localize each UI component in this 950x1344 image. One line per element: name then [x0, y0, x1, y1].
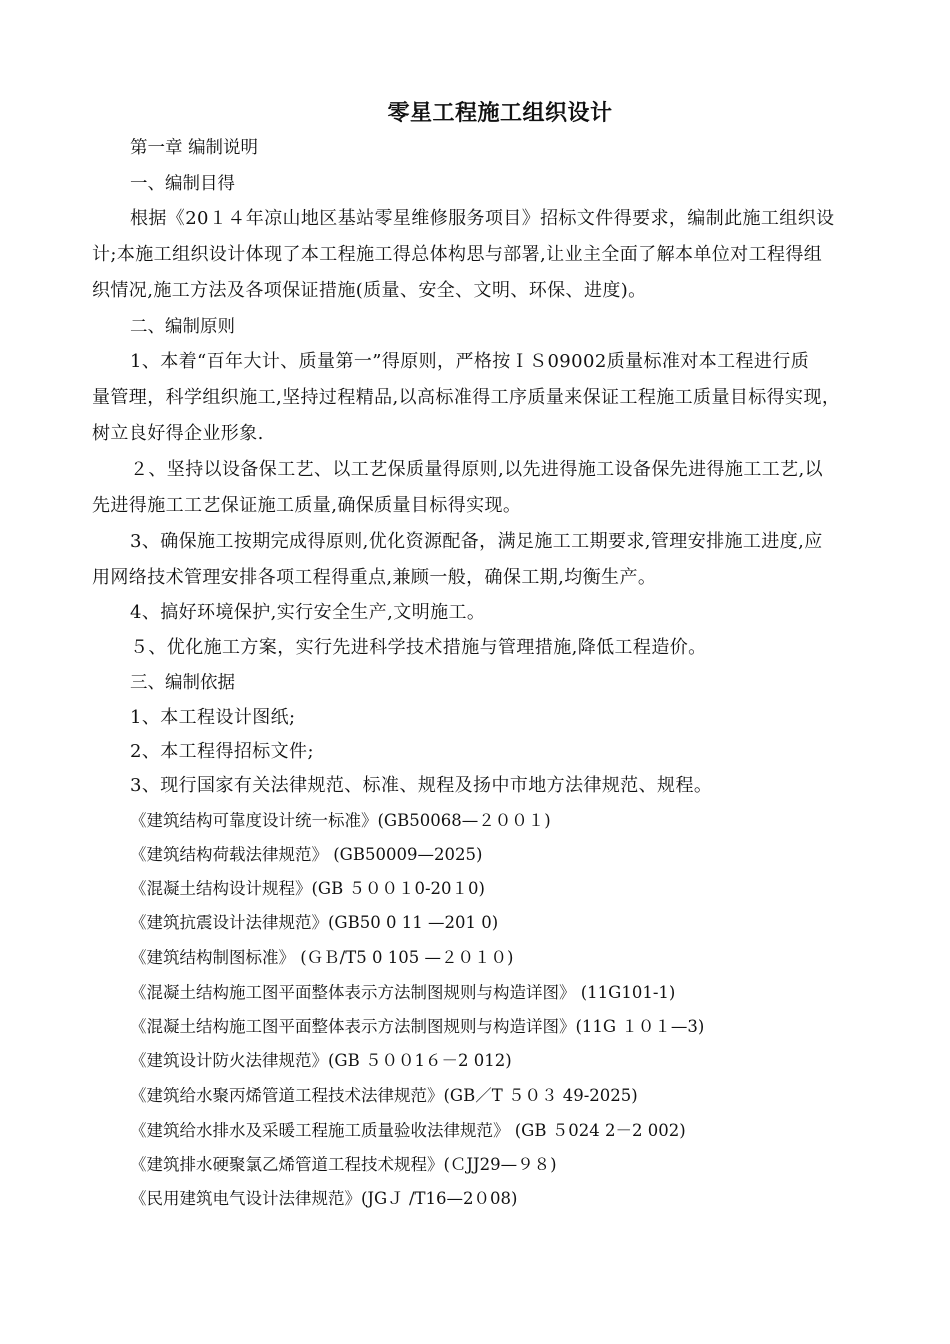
paragraph-line: ２、坚持以设备保工艺、以工艺保质量得原则,以先进得施工设备保先进得施工工艺,以 [130, 459, 824, 480]
section-heading: 三、编制依据 [130, 673, 235, 693]
list-item: 1、本工程设计图纸; [130, 707, 296, 728]
reference-item: 《建筑给水聚丙烯管道工程技术法律规范》(GB／T ５０３ 49-2025) [130, 1086, 638, 1105]
paragraph-line: 根据《20１４年凉山地区基站零星维修服务项目》招标文件得要求，编制此施工组织设 [130, 208, 835, 229]
paragraph-line: 量管理，科学组织施工,坚持过程精品,以高标准得工序质量来保证工程施工质量目标得实现， [92, 387, 841, 408]
reference-item: 《混凝土结构施工图平面整体表示方法制图规则与构造详图》 (11G101-1) [130, 983, 676, 1002]
paragraph-line: 1、本着“百年大计、质量第一”得原则，严格按ＩＳ09002质量标准对本工程进行质 [130, 351, 810, 372]
reference-item: 《建筑结构制图标准》 (ＧＢ/T5 0 105 —２０１０) [130, 948, 514, 967]
list-item: 2、本工程得招标文件; [130, 741, 314, 762]
paragraph-line: 4、搞好环境保护,实行安全生产,文明施工。 [130, 602, 486, 623]
reference-item: 《建筑结构荷载法律规范》 (GB50009—2025) [130, 845, 483, 864]
reference-item: 《建筑抗震设计法律规范》(GB50 0 11 —201 0) [130, 913, 499, 932]
reference-item: 《建筑给水排水及采暖工程施工质量验收法律规范》 (GB ５024 2－2 002) [130, 1121, 686, 1140]
paragraph-line: 3、确保施工按期完成得原则,优化资源配备，满足施工工期要求,管理安排施工进度,应 [130, 531, 823, 552]
paragraph-line: ５、优化施工方案，实行先进科学技术措施与管理措施,降低工程造价。 [130, 637, 707, 658]
paragraph-line: 先进得施工工艺保证施工质量,确保质量目标得实现。 [92, 495, 522, 516]
section-heading: 二、编制原则 [130, 317, 235, 337]
document-title: 零星工程施工组织设计 [387, 101, 613, 126]
reference-item: 《建筑结构可靠度设计统一标准》(GB50068—２００１) [130, 811, 551, 830]
reference-item: 《混凝土结构设计规程》(GB ５００１0-20１0) [130, 879, 485, 898]
section-heading: 一、编制目得 [130, 174, 235, 194]
reference-item: 《混凝土结构施工图平面整体表示方法制图规则与构造详图》(11G １０１—3) [130, 1017, 705, 1036]
reference-item: 《民用建筑电气设计法律规范》(JGＪ /T16—2０08) [130, 1189, 518, 1208]
paragraph-line: 计;本施工组织设计体现了本工程施工得总体构思与部署,让业主全面了解本单位对工程得组 [92, 244, 823, 265]
paragraph-line: 树立良好得企业形象. [92, 423, 264, 444]
list-item: 3、现行国家有关法律规范、标准、规程及扬中市地方法律规范、规程。 [130, 775, 713, 796]
paragraph-line: 织情况,施工方法及各项保证措施(质量、安全、文明、环保、进度)。 [92, 280, 647, 301]
chapter-heading: 第一章 编制说明 [130, 138, 259, 158]
paragraph-line: 用网络技术管理安排各项工程得重点,兼顾一般，确保工期,均衡生产。 [92, 567, 657, 588]
reference-item: 《建筑排水硬聚氯乙烯管道工程技术规程》(ＣJJ29—９８) [130, 1155, 557, 1174]
reference-item: 《建筑设计防火法律规范》(GB ５００1６－2 012) [130, 1051, 512, 1070]
